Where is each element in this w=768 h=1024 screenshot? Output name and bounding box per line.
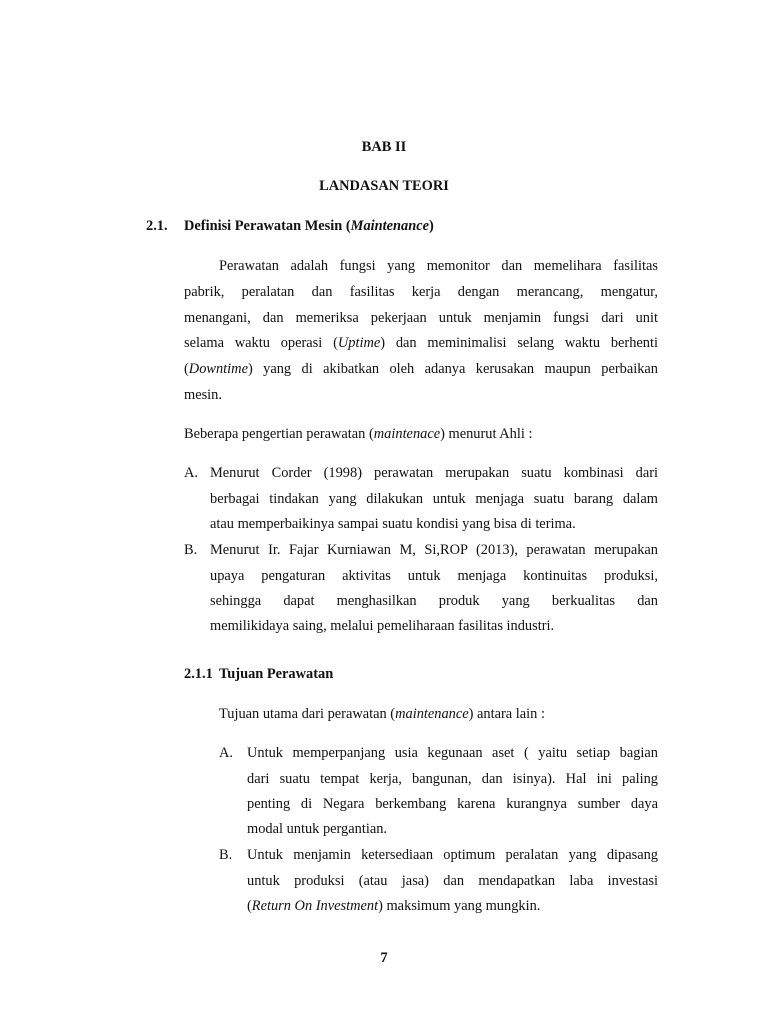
section-title-close: )	[429, 218, 434, 234]
section-number: 2.1.	[146, 218, 168, 234]
goal-a-line-2: dari suatu tempat kerja, bangunan, dan isinya). Hal ini paling	[247, 771, 658, 787]
goal-b-line-2: untuk produksi (atau jasa) dan mendapatkan laba investasi	[247, 873, 658, 889]
goals-intro-a: Tujuan utama dari perawatan (	[219, 706, 396, 722]
goal-a-line-4: modal untuk pergantian.	[247, 821, 388, 837]
chapter-number: BAB II	[361, 139, 407, 155]
goal-b-marker: B.	[219, 847, 233, 863]
definition-b-line-1: Menurut Ir. Fajar Kurniawan M, Si,ROP (2013), perawatan merupakan	[210, 542, 658, 558]
para1-uptime: Uptime	[337, 335, 381, 351]
section-title-italic: Maintenance	[350, 218, 430, 234]
subsection-number: 2.1.1	[184, 666, 213, 682]
goal-b-line-3-a: (	[247, 898, 252, 914]
definition-b-line-2: upaya pengaturan aktivitas untuk menjaga kontinuitas produksi,	[210, 568, 658, 584]
section-title	[184, 217, 434, 235]
para1-line-6: mesin.	[184, 387, 222, 403]
definitions-intro	[184, 425, 532, 443]
definition-b-line-3: sehingga dapat menghasilkan produk yang berkualitas dan	[210, 593, 658, 609]
para1-line-4	[184, 334, 658, 352]
para1-line-5	[184, 360, 658, 378]
subsection-title: Tujuan Perawatan	[219, 666, 334, 682]
goal-b-line-3	[247, 897, 540, 915]
goal-a-line-3: penting di Negara berkembang karena kurangnya sumber daya	[247, 796, 658, 812]
section-title-text: Definisi Perawatan Mesin (	[184, 218, 351, 234]
definitions-intro-b: ) menurut Ahli :	[440, 426, 533, 442]
definition-b-marker: B.	[184, 542, 198, 558]
definitions-intro-italic: maintenace	[373, 426, 441, 442]
definitions-intro-a: Beberapa pengertian perawatan (	[184, 426, 374, 442]
page-number: 7	[380, 950, 388, 966]
para1-line-5-b: ) yang di akibatkan oleh adanya kerusakan maupun perbaikan	[247, 361, 658, 377]
goals-intro-italic: maintenance	[395, 706, 469, 722]
para1-downtime: Downtime	[188, 361, 248, 377]
chapter-title: LANDASAN TEORI	[319, 178, 449, 194]
definition-b-line-4: memilikidaya saing, melalui pemeliharaan fasilitas industri.	[210, 618, 555, 634]
definition-a-marker: A.	[184, 465, 198, 481]
para1-line-4-b: ) dan meminimalisi selang waktu berhenti	[380, 335, 659, 351]
definition-a-line-1: Menurut Corder (1998) perawatan merupakan suatu kombinasi dari	[210, 465, 658, 481]
definition-a-line-3: atau memperbaikinya sampai suatu kondisi yang bisa di terima.	[210, 516, 576, 532]
para1-line-4-a: selama waktu operasi (	[184, 335, 338, 351]
para1-line-3: menangani, dan memeriksa pekerjaan untuk menjamin fungsi dari unit	[184, 310, 658, 326]
definition-a-line-2: berbagai tindakan yang dilakukan untuk menjaga suatu barang dalam	[210, 491, 658, 507]
para1-line-1: Perawatan adalah fungsi yang memonitor dan memelihara fasilitas	[219, 258, 658, 274]
goal-a-marker: A.	[219, 745, 233, 761]
goals-intro	[219, 705, 545, 723]
goal-b-line-1: Untuk menjamin ketersediaan optimum peralatan yang dipasang	[247, 847, 658, 863]
goal-b-roi: Return On Investment	[251, 898, 379, 914]
goal-b-line-3-b: ) maksimum yang mungkin.	[378, 898, 541, 914]
para1-line-2: pabrik, peralatan dan fasilitas kerja dengan merancang, mengatur,	[184, 284, 658, 300]
goals-intro-b: ) antara lain :	[468, 706, 545, 722]
para1-line-5-a: (	[184, 361, 189, 377]
goal-a-line-1: Untuk memperpanjang usia kegunaan aset ( yaitu setiap bagian	[247, 745, 658, 761]
